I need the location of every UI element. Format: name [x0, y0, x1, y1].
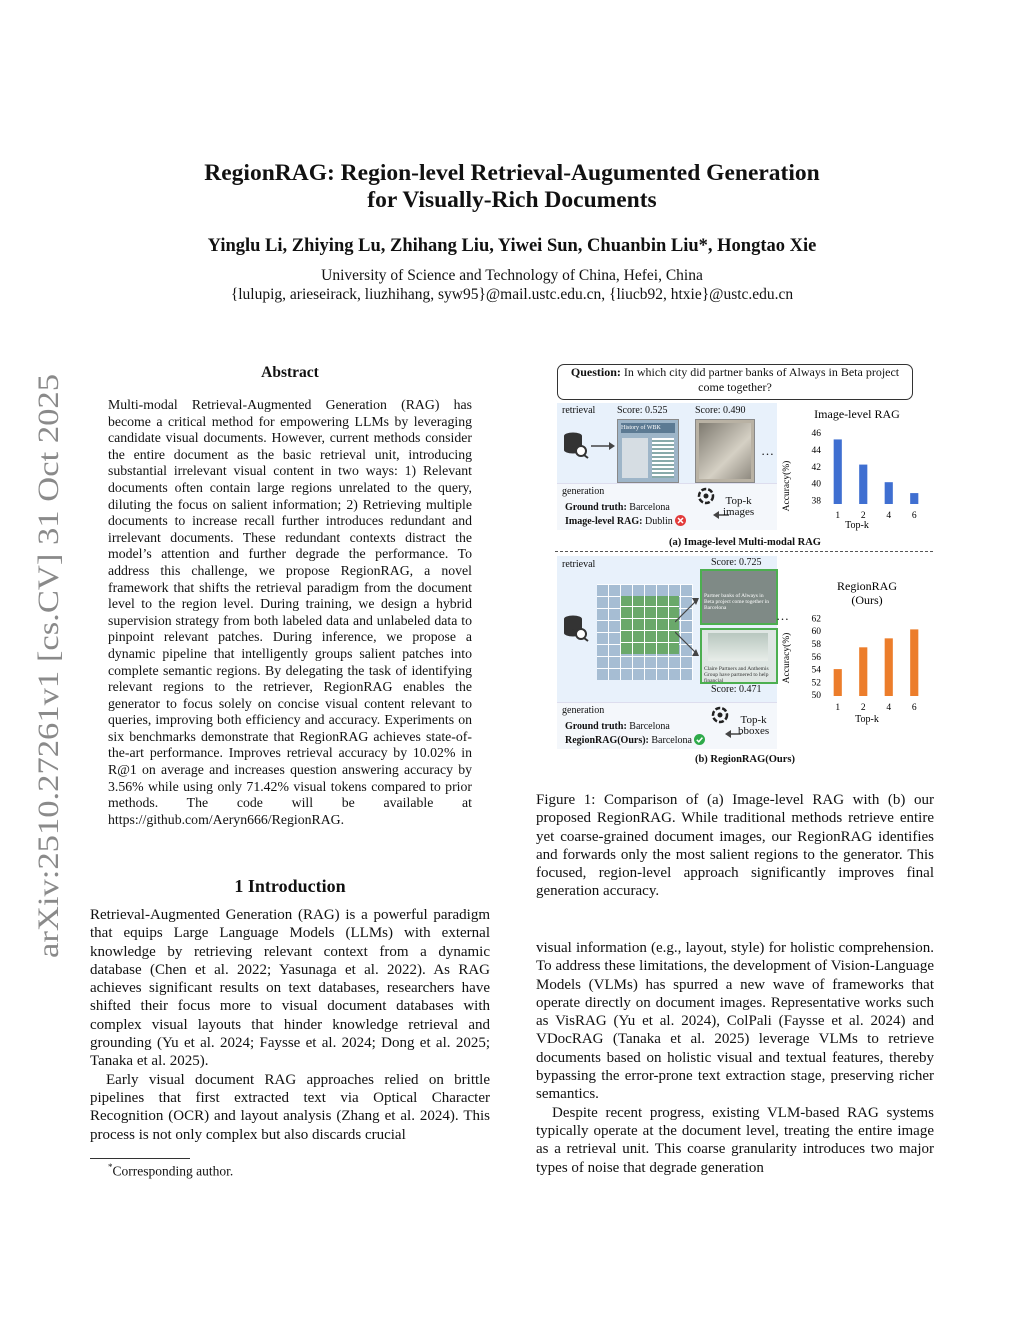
database-search-icon — [563, 614, 589, 642]
chart-b-ytick: 52 — [811, 678, 821, 689]
panel-b-topk: Top-k bboxes — [738, 714, 770, 737]
chart-regionrag — [777, 576, 933, 726]
panel-a-ground-truth: Ground truth: Barcelona — [565, 502, 670, 513]
affiliation-block — [100, 266, 924, 304]
title-line-2: for Visually-Rich Documents — [367, 187, 657, 213]
panel-b-score-1: Score: 0.725 — [711, 557, 762, 568]
intro-body — [90, 906, 490, 1144]
chart-b-bar — [885, 638, 893, 696]
region-2-photo — [708, 633, 768, 661]
chart-b-bar — [910, 629, 918, 696]
region-2-text: Claire Partners and Anthemis Group have partnered to help financial — [704, 666, 769, 684]
chart-b-title-line-2: (Ours) — [851, 593, 883, 607]
correct-check-icon — [694, 734, 705, 745]
chart-a-xtick: 6 — [911, 511, 917, 521]
chart-a-ytick: 46 — [811, 429, 821, 440]
question-text: In which city did partner banks of Always in Beta project come together? — [623, 365, 900, 394]
chart-a-xtick: 1 — [835, 511, 841, 521]
chart-b-ytick: 50 — [811, 691, 821, 702]
chart-a-ylabel: Accuracy(%) — [782, 460, 792, 512]
chart-a-bar — [910, 493, 918, 504]
retrieved-doc-2 — [695, 419, 755, 483]
question-box — [557, 364, 913, 400]
doc-1-title: History of WBK — [621, 423, 675, 433]
arxiv-stamp-text: arXiv:2510.27261v1 [cs.CV] 31 Oct 2025 — [32, 451, 65, 958]
footnote-rule — [90, 1158, 190, 1159]
emails: {lulupig, arieseirack, liuzhihang, syw95}@mail.ustc.edu.cn, {liucb92, htxie}@ustc.edu.cn — [230, 286, 794, 303]
retrieved-doc-1 — [617, 419, 679, 483]
doc-1-photo — [622, 438, 648, 478]
retrieved-region-1 — [700, 569, 778, 625]
doc-1-text-lines — [652, 438, 674, 478]
intro-paragraph-1: Retrieval-Augmented Generation (RAG) is a powerful paradigm that equips Large Language Models (LLMs) with external knowledge by retrieving relevant context from a dynamic database (Chen et al. 2022; Yasunaga et al. 2022). As RAG achieves significant results on text databases, researchers have shifted their focus more to visual document databases with complex visual layouts that hinder knowledge retrieval and grounding (Yu et al. 2024; Faysse et al. 2024; Dong et al. 2025; Tanaka et al. 2025). — [90, 907, 490, 1070]
chart-b-xtick: 6 — [911, 703, 917, 713]
right-column-body — [536, 939, 934, 1177]
llm-generator-icon — [697, 487, 715, 505]
chart-a-xtick: 2 — [860, 511, 866, 521]
chart-b-ylabel: Accuracy(%) — [782, 632, 792, 684]
chart-a-title: Image-level RAG — [814, 407, 900, 421]
arxiv-stamp — [28, 372, 68, 958]
chart-b-ytick: 60 — [811, 627, 821, 638]
chart-a-bar — [859, 465, 867, 504]
figure-1-caption: Figure 1: Comparison of (a) Image-level RAG with (b) our proposed RegionRAG. While traditional methods retrieve entire yet coarse-grained document images, our RegionRAG identifies and forwards only the most salient regions to the generator. This focused, region-level approach significantly improves final generation accuracy. — [536, 792, 934, 900]
paper-title — [100, 160, 924, 214]
chart-b-bar — [859, 647, 867, 696]
chart-b-xtick: 1 — [835, 703, 841, 713]
chart-b-xtick: 2 — [860, 703, 866, 713]
affiliation: University of Science and Technology of China, Hefei, China — [321, 267, 703, 284]
region-1-text: Partner banks of Always in Beta project come together in Barcelona — [704, 593, 770, 611]
panel-a-topk: Top-k images — [723, 495, 755, 518]
chart-a-ytick: 38 — [811, 496, 821, 507]
footnote-text: Corresponding author. — [112, 1163, 234, 1179]
doc-2-photo — [699, 423, 751, 479]
chart-b-ytick: 56 — [811, 652, 821, 663]
figure-1 — [555, 362, 935, 772]
ellipsis: … — [776, 608, 789, 623]
panel-a-prediction: Image-level RAG: Dublin — [565, 515, 686, 527]
chart-a-bar — [834, 439, 842, 504]
panel-b-caption: (b) RegionRAG(Ours) — [694, 754, 796, 765]
database-search-icon — [563, 431, 589, 459]
llm-generator-icon — [711, 706, 729, 724]
panel-a-retrieval-label: retrieval — [562, 405, 596, 416]
intro-paragraph-2: Early visual document RAG approaches relied on brittle pipelines that first extracted text via Optical Character Recognition (OCR) and layout analysis (Zhang et al. 2024). This process is not only complex but also discards crucial — [90, 1071, 490, 1143]
chart-b-ytick: 62 — [811, 614, 821, 625]
footnote: *Corresponding author. — [108, 1162, 234, 1179]
chart-b-xlabel: Top-k — [855, 714, 879, 725]
chart-a-xtick: 4 — [886, 511, 892, 521]
panel-b-prediction: RegionRAG(Ours): Barcelona — [565, 734, 705, 746]
panel-b-retrieval-label: retrieval — [562, 559, 596, 570]
chart-a-ytick: 40 — [811, 479, 821, 490]
chart-b-title-line-1: RegionRAG — [837, 579, 897, 593]
panel-a-generation-label: generation — [562, 486, 605, 497]
salient-patches — [621, 596, 679, 654]
panel-a-caption: (a) Image-level Multi-modal RAG — [669, 537, 821, 548]
authors: Yinglu Li, Zhiying Lu, Zhihang Liu, Yiwei Sun, Chuanbin Liu*, Hongtao Xie — [207, 236, 817, 256]
chart-a-xlabel: Top-k — [845, 520, 869, 531]
abstract-heading: Abstract — [261, 364, 319, 381]
panel-a-retrieval — [557, 403, 777, 483]
region-arrows — [675, 592, 701, 662]
arrow-right-icon — [591, 441, 615, 451]
panel-b-generation-label: generation — [562, 705, 605, 716]
abstract-text: Multi-modal Retrieval-Augmented Generation (RAG) has become a critical method for empowering LLMs by leveraging candidate visual documents. However, current methods consider the entire document as the basic retrieval unit, introducing substantial irrelevant visual content in two ways: 1) Relevant documents often contain large regions unrelated to the query, diluting the focus on salient information; 2) Retrieving multiple documents to increase recall further introduces redundant and irrelevant documents. These redundant contexts distract the model’s attention and further degrade the performance. To address this challenge, we propose RegionRAG, a novel framework that shifts the retrieval paradigm from the document level to the region level. During training, we design a hybrid supervision strategy from both labeled data and unlabeled data to pinpoint relevant patches. During inference, we propose a dynamic pipeline that intelligently groups salient patches into complete semantic regions. By delegating the task of identifying relevant regions to the retriever, RegionRAG enables the generator to focus solely on concise visual content relevant to queries, improving both efficiency and accuracy. Experiments on six benchmarks demonstrate that RegionRAG achieves state-of-the-art performance. Improves retrieval accuracy by 10.02% in R@1 on average and increases question answering accuracy by 3.56% while using only 71.42% visual tokens compared to prior methods. The code will be available at https://github.com/Aeryn666/RegionRAG. — [108, 397, 472, 827]
chart-b-ytick: 54 — [811, 665, 821, 676]
right-paragraph-2: Despite recent progress, existing VLM-based RAG systems typically operate at the document level, treating the entire image as a retrieval unit. This coarse granularity introduces two major types of noise that degrade generation — [536, 1104, 934, 1176]
chart-b-xtick: 4 — [886, 703, 892, 713]
chart-image-level-rag — [777, 404, 933, 544]
retrieved-region-2 — [700, 628, 778, 684]
chart-b-ytick: 58 — [811, 639, 821, 650]
wrong-x-icon — [675, 515, 686, 526]
ellipsis: … — [761, 443, 774, 458]
panel-divider — [555, 551, 933, 552]
chart-b-bar — [834, 669, 842, 696]
panel-b-ground-truth: Ground truth: Barcelona — [565, 721, 670, 732]
panel-a-score-1: Score: 0.525 — [617, 405, 668, 416]
question-label: Question: — [570, 365, 621, 379]
panel-a-score-2: Score: 0.490 — [695, 405, 746, 416]
panel-b-score-2: Score: 0.471 — [711, 684, 762, 695]
right-paragraph-1: visual information (e.g., layout, style) for holistic comprehension. To address these limitations, the development of Vision-Language Models (VLMs) has spurred a new wave of frameworks that operate directly on document images. Representative works such as VisRAG (Yu et al. 2024), ColPali (Faysse et al. 2024) and VDocRAG (Tanaka et al. 2025) leverage VLMs to retrieve documents based on holistic visual and textual features, thereby bypassing the error-prone text extraction stage, preserving richer semantics. — [536, 940, 934, 1103]
chart-a-bar — [885, 482, 893, 504]
chart-a-ytick: 44 — [811, 445, 821, 456]
section-heading-introduction: 1 Introduction — [234, 876, 346, 896]
chart-a-ytick: 42 — [811, 462, 821, 473]
title-line-1: RegionRAG: Region-level Retrieval-Augumented Generation — [204, 160, 820, 186]
